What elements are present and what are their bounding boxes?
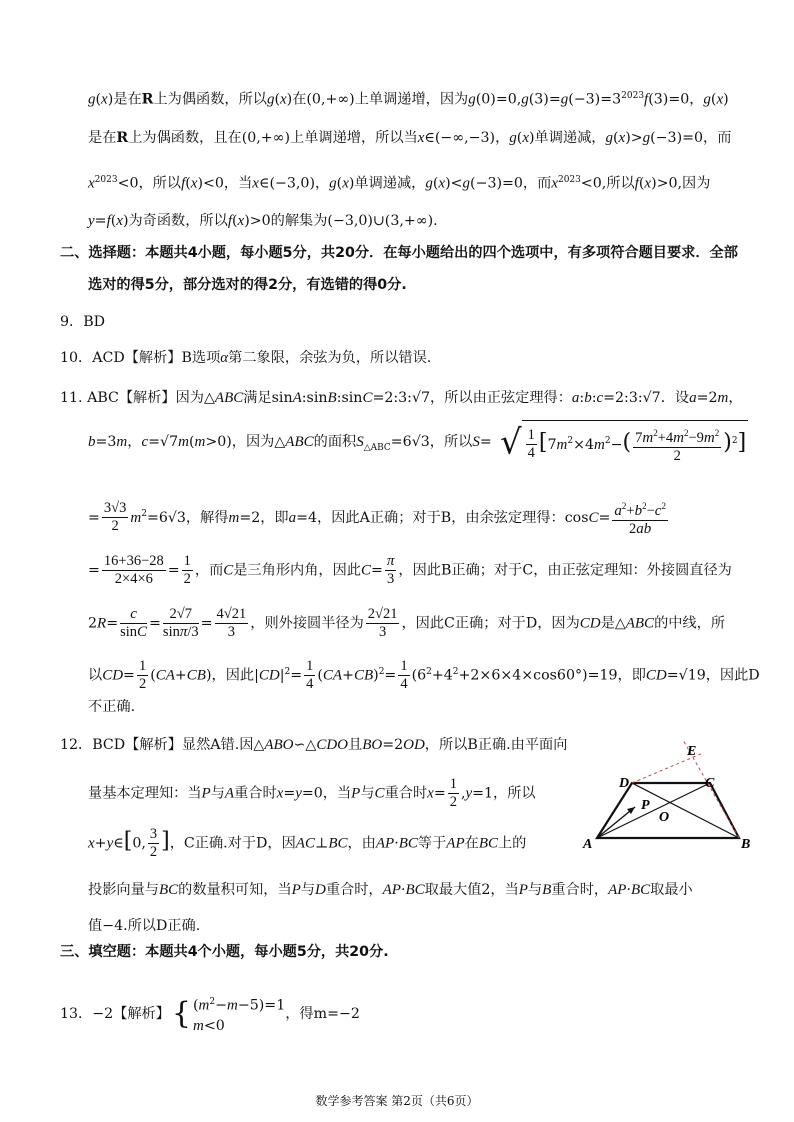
label-d: D [619,776,630,791]
page-footer: 数学参考答案 第2页（共6页） [315,1094,479,1108]
answer-11-line-3: = $\frac{3√3}{2}$ $m^2=6√3$，解得m=2，即a=4，因此A正确；对于B，由余弦定理得：cosC= $\frac{a^2+b^2-c^2}{2ab}$ [88,498,670,538]
answer-12-line-4: 投影向量与BC的数量积可知，当P与D重合时，AP·BC取最大值2，当P与B重合时，AP·BC取最小 [88,882,693,898]
label-o: O [659,810,670,825]
answer-13 [60,992,360,1036]
answer-11-line-2: b=3m，c=√7m(m>0)，因为△ABC的面积$S_{\triangle ABC}=6√3$，所以S= [88,434,492,453]
answer-13-label: 13．−2【解析】 [60,1005,170,1022]
top-line-3: $x^{2023}<0$，所以f(x)<0，当x∈(−3,0)，g(x)单调递减，g(x)<g(−3)=0，而$x^{2023}<0$,所以f(x)>0,因为 [88,175,711,192]
answer-9: 9．BD [60,314,106,330]
label-c: C [705,776,715,791]
section-2-heading-line-1: 二、选择题：本题共4小题，每小题5分，共20分．在每小题给出的四个选项中，有多项符合题目要求．全部 [60,245,738,261]
left-brace: { [171,995,191,1031]
answer-11-line-7: 不正确. [88,699,136,715]
top-line-1: g(x)是在R上为偶函数，所以g(x)在(0,+∞)上单调递增，因为$g(0)=0,g(3)=g(-3)=3^{2023}f(3)=0$，g(x) [88,91,729,108]
answer-13-eq2: m<0 [193,1017,225,1034]
top-line-2: 是在R上为偶函数，且在(0,+∞)上单调递增，所以当x∈(−∞,−3)，g(x)单调递减，g(x)>g(−3)=0，而 [88,130,732,146]
label-e: E [687,744,697,759]
answer-12-line-1: 12．BCD【解析】显然A错.因△ABO∽△CDO且BO=2OD，所以B正确.由平面向 [60,737,568,753]
answer-11-line-5: 2R= $\frac{c}{\sin C}$ = $\frac{2√7}{\sin\pi/3}$ = $\frac{4√21}{3}$ ，则外接圆半径为 $\frac{2√21}{3}$ ，因此C正确；对于D，因为CD是△ABC的中线，所 [88,606,726,640]
answer-12-line-2: 量基本定理知：当P与A重合时x=y=0，当P与C重合时x= $\frac{1}{2}$ ,y=1，所以 [88,776,536,810]
answer-13-eq1: $(m^2-m-5)=1$ [193,997,286,1014]
answer-10: 10．ACD【解析】B选项α第二象限，余弦为负，所以错误. [60,350,432,366]
section-2-heading-line-2: 选对的得5分，部分选对的得2分，有选错的得0分. [88,277,407,293]
answer-12-line-5: 值−4.所以D正确. [88,918,201,934]
area-formula-sqrt: √ $\frac{1}{4}$ [$7m^2\times 4m^2-$( $\frac{7m^2+4m^2-9m^2}{2}$ )$^2$] [500,420,748,465]
label-a: A [583,837,593,852]
label-p: P [641,798,650,813]
top-line-4: y=f(x)为奇函数，所以f(x)>0的解集为(−3,0)∪(3,+∞). [88,213,438,229]
trapezoid-figure [575,735,765,855]
label-b: B [741,837,751,852]
answer-12-line-3: x+y∈[0, $\frac{3}{2}$ ]，C正确.对于D，因AC⊥BC，由AP·BC等于AP在BC上的 [88,826,527,860]
section-3-heading: 三、填空题：本题共4个小题，每小题5分，共20分. [60,944,389,960]
answer-13-tail: ，得m=−2 [285,1005,360,1022]
answer-11-line-6: 以CD= $\frac{1}{2}$ (CA+CB)，因此$|CD|^2=$ $\frac{1}{4}$ $(CA+CB)^2=$ $\frac{1}{4}$ $(6^2+4^2+2\times 6\times 4\times\cos 60^\circ)=19$，即CD=√19，因此D [88,658,760,692]
answer-11-line-1: 11. ABC【解析】因为△ABC满足sinA:sinB:sinC=2:3:√7，所以由正弦定理得：a:b:c=2:3:√7．设a=2m， [60,390,743,406]
answer-11-line-4: = $\frac{16+36-28}{2\times 4\times 6}$ = $\frac{1}{2}$ ，而C是三角形内角，因此C= $\frac{\pi}{3}$ ，因此B正确；对于C，由正弦定理知：外接圆直径为 [88,553,732,587]
